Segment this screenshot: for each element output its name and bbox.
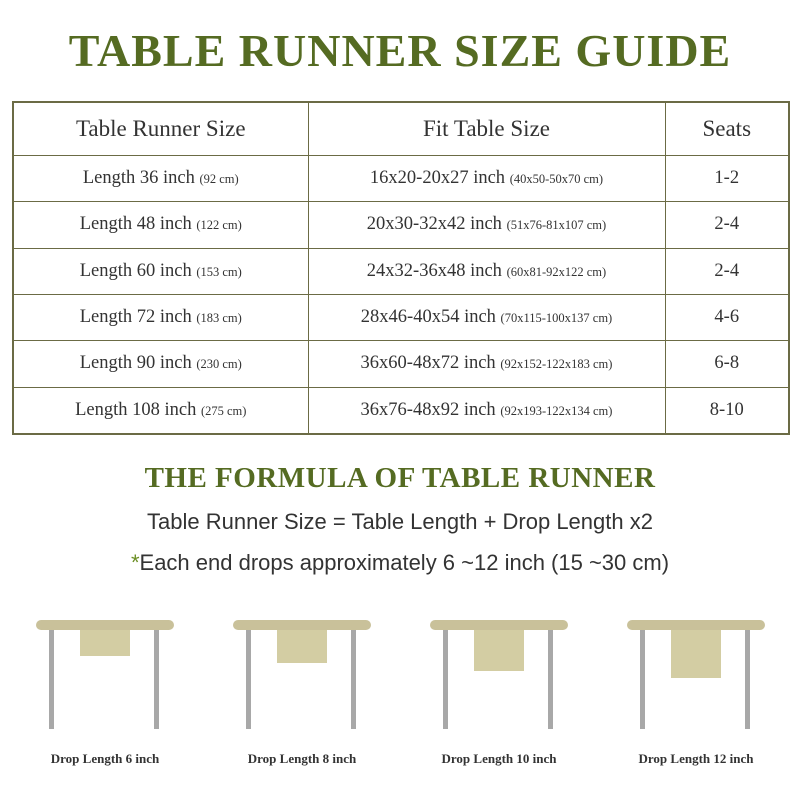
table-leg-right xyxy=(548,629,553,729)
note-text: Each end drops approximately 6 ~12 inch (15 ~30 cm) xyxy=(139,550,670,575)
table-row xyxy=(13,387,789,434)
runner-size-cell xyxy=(13,387,308,434)
table-top xyxy=(430,620,568,630)
fit-size-cm: (40x50-50x70 cm) xyxy=(509,172,604,187)
fit-size-cm: (60x81-92x122 cm) xyxy=(506,264,607,279)
table-leg-left xyxy=(443,629,448,729)
fit-size-cm: (92x193-122x134 cm) xyxy=(500,403,613,418)
runner-size-cell xyxy=(13,294,308,340)
runner-size-cm: (92 cm) xyxy=(199,172,239,187)
table-header-row xyxy=(13,102,789,156)
runner-drop-12-inch xyxy=(671,629,721,678)
fit-size-cm: (92x152-122x183 cm) xyxy=(500,357,613,372)
table-row xyxy=(13,248,789,294)
table-row xyxy=(13,294,789,340)
fit-size-inch: 20x30-32x42 inch xyxy=(366,214,502,235)
runner-size-cm: (275 cm) xyxy=(200,403,247,418)
fit-size-inch: 24x32-36x48 inch xyxy=(366,260,502,281)
page-title: TABLE RUNNER SIZE GUIDE xyxy=(68,25,732,76)
header-seats: Seats xyxy=(665,102,789,156)
seats-cell: 6-8 xyxy=(665,341,789,387)
fit-size-cell xyxy=(308,248,665,294)
table-top xyxy=(36,620,174,630)
runner-drop-10-inch xyxy=(474,629,524,671)
table-top xyxy=(627,620,765,630)
fit-size-inch: 36x60-48x72 inch xyxy=(360,353,496,374)
drop-note xyxy=(0,550,800,576)
table-row xyxy=(13,202,789,248)
runner-size-cell xyxy=(13,156,308,202)
runner-drop-8-inch xyxy=(277,629,327,663)
table-leg-right xyxy=(154,629,159,729)
diagram-label-6-inch: Drop Length 6 inch xyxy=(50,751,160,766)
seats-cell: 2-4 xyxy=(665,202,789,248)
fit-size-inch: 28x46-40x54 inch xyxy=(360,307,496,328)
diagram-label-8-inch: Drop Length 8 inch xyxy=(247,751,357,766)
runner-size-inch: Length 90 inch xyxy=(79,353,192,374)
fit-size-cell xyxy=(308,341,665,387)
table-leg-left xyxy=(246,629,251,729)
fit-size-cell xyxy=(308,294,665,340)
seats-cell: 1-2 xyxy=(665,156,789,202)
fit-size-inch: 16x20-20x27 inch xyxy=(369,168,506,189)
table-leg-right xyxy=(351,629,356,729)
fit-size-cm: (70x115-100x137 cm) xyxy=(500,311,613,326)
table-leg-right xyxy=(745,629,750,729)
runner-drop-6-inch xyxy=(80,629,130,656)
table-row xyxy=(13,156,789,202)
runner-size-cm: (230 cm) xyxy=(196,357,242,372)
seats-cell: 2-4 xyxy=(665,248,789,294)
formula-title: THE FORMULA OF TABLE RUNNER xyxy=(144,462,656,494)
formula-equation: Table Runner Size = Table Length + Drop Length x2 xyxy=(147,509,653,534)
fit-size-cm: (51x76-81x107 cm) xyxy=(506,218,607,233)
table-row xyxy=(13,341,789,387)
fit-size-cell xyxy=(308,387,665,434)
size-guide-table xyxy=(12,101,790,435)
runner-size-inch: Length 72 inch xyxy=(79,307,192,328)
runner-size-cm: (153 cm) xyxy=(196,264,242,279)
runner-size-inch: Length 48 inch xyxy=(79,214,192,235)
note-asterisk: * xyxy=(130,550,140,575)
header-runner-size: Table Runner Size xyxy=(13,102,308,156)
table-top xyxy=(233,620,371,630)
fit-size-inch: 36x76-48x92 inch xyxy=(360,399,496,420)
seats-cell: 8-10 xyxy=(665,387,789,434)
runner-size-cell xyxy=(13,248,308,294)
runner-size-inch: Length 60 inch xyxy=(79,260,192,281)
fit-size-cell xyxy=(308,156,665,202)
runner-size-cell xyxy=(13,341,308,387)
runner-size-inch: Length 36 inch xyxy=(82,168,195,189)
table-leg-left xyxy=(640,629,645,729)
table-diagram-6-inch xyxy=(36,620,176,730)
table-diagram-8-inch xyxy=(233,620,373,730)
runner-size-inch: Length 108 inch xyxy=(75,399,197,420)
runner-size-cm: (183 cm) xyxy=(196,311,242,326)
table-leg-left xyxy=(49,629,54,729)
diagram-label-12-inch: Drop Length 12 inch xyxy=(638,751,754,766)
header-fit-table-size: Fit Table Size xyxy=(308,102,665,156)
fit-size-cell xyxy=(308,202,665,248)
table-diagram-12-inch xyxy=(627,620,767,730)
table-diagram-10-inch xyxy=(430,620,570,730)
runner-size-cell xyxy=(13,202,308,248)
seats-cell: 4-6 xyxy=(665,294,789,340)
diagram-label-10-inch: Drop Length 10 inch xyxy=(441,751,557,766)
runner-size-cm: (122 cm) xyxy=(196,218,242,233)
